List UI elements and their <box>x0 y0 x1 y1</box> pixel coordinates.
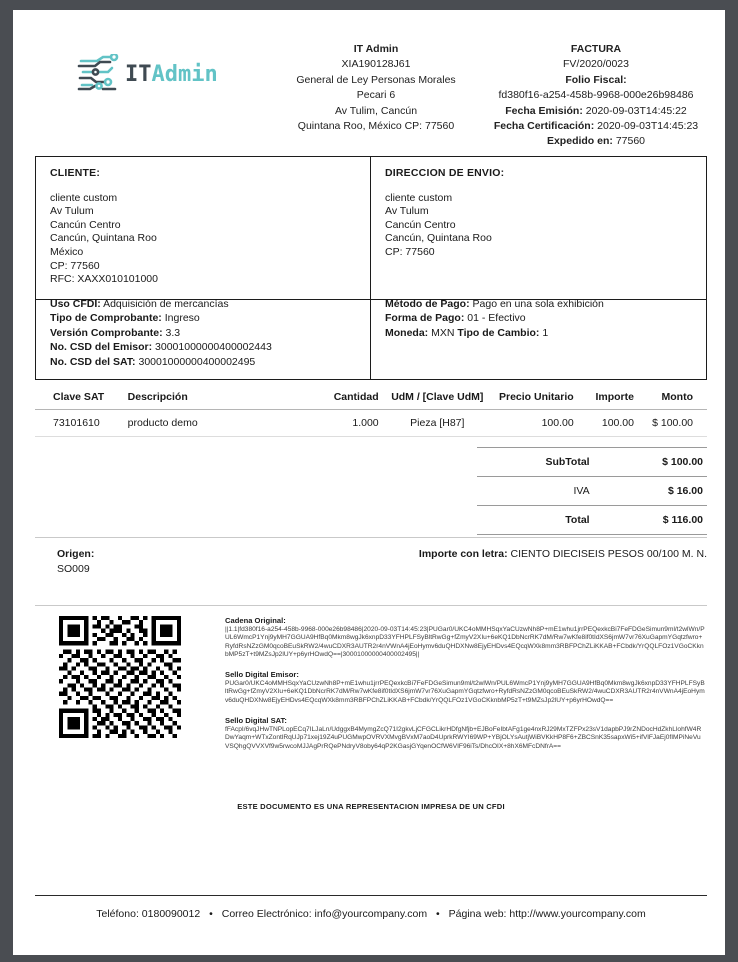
cfdi-row <box>50 340 356 354</box>
payment-key: Método de Pago: <box>385 298 470 310</box>
amount-in-words-value: CIENTO DIECISEIS PESOS 00/100 M. N. <box>510 548 707 560</box>
cfdi-row <box>50 355 356 369</box>
logo-text-admin: Admin <box>151 61 218 87</box>
cadena-original-title: Cadena Original: <box>225 616 286 625</box>
cell-clave-sat: 73101610 <box>35 410 124 437</box>
cell-importe: 100.00 <box>578 410 638 437</box>
cfdi-value: 30001000000400002495 <box>138 355 256 368</box>
cert-date-value: 2020-09-03T14:45:23 <box>597 120 699 133</box>
shipping-box <box>371 157 706 299</box>
customer-rfc: RFC: XAXX010101000 <box>50 273 158 286</box>
uuid-label: Folio Fiscal: <box>565 73 627 86</box>
shipping-line: Av Tulum <box>385 205 429 218</box>
payment-details <box>371 289 706 379</box>
origin-label: Origen: <box>57 548 95 560</box>
currency-value: MXN <box>431 326 455 339</box>
issue-date-label: Fecha Emisión: <box>505 104 583 117</box>
issuer-info <box>267 42 485 134</box>
payment-row <box>385 297 692 311</box>
logo-text-it: IT <box>125 61 152 87</box>
payment-value: 01 - Efectivo <box>467 312 526 325</box>
cell-cantidad: 1.000 <box>293 410 383 437</box>
footer-phone-value: 0180090012 <box>141 908 201 920</box>
issuer-state-zip: Quintana Roo, México CP: 77560 <box>297 120 455 133</box>
amount-in-words-label: Importe con letra: <box>418 548 508 560</box>
cfdi-key: No. CSD del SAT: <box>50 355 136 368</box>
cfdi-details <box>36 289 371 379</box>
invoice-meta <box>485 42 707 150</box>
issue-date-value: 2020-09-03T14:45:22 <box>585 104 687 117</box>
expedido-label: Expedido en: <box>546 135 613 148</box>
payment-key: Forma de Pago: <box>385 312 465 325</box>
totals-row-total <box>477 506 707 535</box>
origin-amount-row <box>35 537 707 576</box>
cfdi-row <box>50 311 356 325</box>
cell-monto: $ 100.00 <box>638 410 707 437</box>
shipping-line: Cancún Centro <box>385 218 456 231</box>
table-header-row <box>35 389 707 410</box>
origin-block <box>35 547 94 576</box>
address-boxes <box>35 156 707 300</box>
payment-row <box>385 311 692 325</box>
footer-separator-icon: • <box>209 908 213 920</box>
col-monto: Monto <box>638 389 707 410</box>
invoice-sheet <box>13 10 725 955</box>
cfdi-key: Versión Comprobante: <box>50 326 163 339</box>
cfdi-value: 3.3 <box>165 326 181 339</box>
col-cantidad: Cantidad <box>293 389 383 410</box>
amount-in-words <box>419 547 707 576</box>
footer-email-label: Correo Electrónico: <box>221 908 312 920</box>
customer-line: CP: 77560 <box>50 259 100 272</box>
cfdi-row <box>50 326 356 340</box>
footer-email-value[interactable]: info@yourcompany.com <box>314 908 428 920</box>
qr-code-cfdi <box>59 616 181 738</box>
customer-line: cliente custom <box>50 191 118 204</box>
customer-line: Av Tulum <box>50 205 94 218</box>
cadena-original-value: ||1.1|fd380f16-a254-458b-9968-000e26b98486|2020-09-03T14:45:23|PUGar0/UKC4oMMHSqxYaCUzwNh8P+mE1whu1jrrPEQexkcBi7FeFDGeSimun9ml/t2wlWn/PUL6WmcP1Ynj9yMH7GGUA9HfBq0Mkm8wgJk6xnpD33YFHPLFSyBltRwGg+fZmyV2XIu+6eKQ1DbNcrRK7dM/Rw7wKfe8if0tIdXS6jmW7vr76XuGapmYGqtzfwro+RyfdRsNZzGM0qcoBEuSkRW2/4wuCDXR3AUTR2r4nVWnA4jEoHymv6duQHDXNw8EjyEHDvs4EQcqWXk8mm3RBFPChZLiKKAB+FCbdk/YrQQLFOz1VGoCKknbMP5zT+t9MZsJp2lUY+p6yrHOwdQ==|30001000000400002495|| <box>225 626 705 658</box>
issuer-name: IT Admin <box>353 43 399 55</box>
col-precio-unitario: Precio Unitario <box>492 389 578 410</box>
footer-web-value[interactable]: http://www.yourcompany.com <box>509 908 646 920</box>
sello-sat-value: fFAcpI/6vqJHwTNPLopECq7ILJaLn/UdggxB4MymgZcQ71I2gkvLjCFGCLikrHDfgNfjb+EJBoFeIbtAFg1ge4nxRJ29MxTZFPx23sV1dapbPJ9rZNDocHdZkhLlohfW4RDwYaqm+WTxZontlRqUJp71xej19Z4uPUGMwpOVRVXMvgBVxM7aoD4UprkRWYI69WP+YBjOLYsAutjWiBVKkHP8F6+ZBCSnK35sapxWi5+ifVlFJaEj0fIMPiNeVuVSQhgQVVXVf9w5rwcoMJJAgPrRQePNdryV8oby64qP2KGasjGYqenOCfW6VIF96iTs/DhcOIX+8hX6MFcDNfrA== <box>225 726 702 750</box>
sello-emisor-title: Sello Digital Emisor: <box>225 670 299 680</box>
origin-value: SO009 <box>57 562 90 575</box>
line-items-table <box>35 389 707 437</box>
footer-separator-icon: • <box>436 908 440 920</box>
cell-descripcion: producto demo <box>124 410 293 437</box>
cfdi-key: Tipo de Comprobante: <box>50 312 162 325</box>
customer-line: Cancún Centro <box>50 218 121 231</box>
issuer-locality: Av Tulim, Cancún <box>334 104 418 117</box>
expedido-value: 77560 <box>615 135 646 148</box>
totals-table <box>477 447 707 535</box>
invoice-title: FACTURA <box>570 43 622 55</box>
qr-code-block <box>35 616 225 762</box>
iva-label: IVA <box>477 477 616 506</box>
customer-box <box>36 157 371 299</box>
issuer-regime: General de Ley Personas Morales <box>296 73 456 86</box>
payment-value: Pago en una sola exhibición <box>472 298 604 310</box>
uuid-value: fd380f16-a254-458b-9968-000e26b98486 <box>498 89 694 102</box>
cert-date-label: Fecha Certificación: <box>493 120 595 133</box>
subtotal-label: SubTotal <box>477 448 616 477</box>
customer-line: Cancún, Quintana Roo <box>50 232 157 245</box>
col-clave-sat: Clave SAT <box>35 389 124 410</box>
shipping-line: Cancún, Quintana Roo <box>385 232 492 245</box>
cfdi-key: No. CSD del Emisor: <box>50 341 153 354</box>
cfdi-payment-boxes <box>35 289 707 380</box>
col-importe: Importe <box>578 389 638 410</box>
stamps-text-block <box>225 616 707 762</box>
printed-representation-notice: ESTE DOCUMENTO ES UNA REPRESENTACION IMPRESA DE UN CFDI <box>237 802 505 811</box>
customer-box-title: CLIENTE: <box>50 167 101 179</box>
col-descripcion: Descripción <box>124 389 293 410</box>
issuer-street: Pecari 6 <box>356 89 396 102</box>
digital-stamps-section <box>35 605 707 762</box>
subtotal-value: $ 100.00 <box>616 448 707 477</box>
totals-row-iva <box>477 477 707 506</box>
page-footer <box>35 895 707 920</box>
totals-row-subtotal <box>477 448 707 477</box>
shipping-line: cliente custom <box>385 191 453 204</box>
cfdi-key: Uso CFDI: <box>50 298 101 310</box>
currency-key: Moneda: <box>385 326 429 339</box>
total-value: $ 116.00 <box>616 506 707 535</box>
sello-emisor-value: PUGar0/UKC4oMMHSqxYaCUzwNh8P+mE1whu1jrrPEQexkcBi7FeFDGeSimun9ml/t2wlWn/PUL6WmcP1Ynj9yMH7GGUA9HfBq0Mkm8wgJk6xnpD33YFHPLFSyBltRwGg+fZmyV2XIu+6eKQ1DbNcrRK7dM/Rw7wKfe8if0tIdXS6jmW7vr76XuGapmYGqtzfwro+RyfdRsNZzGM0qcoBEuSkRW2/4wuCDXR3AUTR2r4nVWnA4jEoHymv6duQHDXNw8EjyEHDvs4EQcqWXk8mm3RBFPChZLiKKAB+FCbdk/YrQQLFOz1VGoCKknbMP5zT+t9MZsJp2lUY+p6yrHOwdQ== <box>225 680 705 704</box>
table-row <box>35 410 707 437</box>
iva-value: $ 16.00 <box>616 477 707 506</box>
total-label: Total <box>477 506 616 535</box>
circuit-board-icon <box>77 54 121 94</box>
customer-line: México <box>50 245 84 258</box>
company-logo <box>35 42 267 94</box>
payment-row <box>385 326 692 340</box>
cell-precio-unitario: 100.00 <box>492 410 578 437</box>
invoice-header <box>35 42 707 150</box>
col-udm: UdM / [Clave UdM] <box>383 389 492 410</box>
exchange-value: 1 <box>542 326 549 339</box>
sello-sat-title: Sello Digital SAT: <box>225 716 287 726</box>
shipping-box-title: DIRECCION DE ENVIO: <box>385 167 505 179</box>
cfdi-row <box>50 297 356 311</box>
footer-web-label: Página web: <box>448 908 507 920</box>
shipping-line: CP: 77560 <box>385 245 435 258</box>
exchange-key: Tipo de Cambio: <box>457 326 540 339</box>
invoice-serie-folio: FV/2020/0023 <box>563 58 629 71</box>
cfdi-value: 30001000000400002443 <box>155 341 272 354</box>
issuer-rfc: XIA190128J61 <box>341 58 411 71</box>
cell-udm: Pieza [H87] <box>383 410 492 437</box>
document-page <box>13 10 725 955</box>
cfdi-value: Ingreso <box>164 312 200 325</box>
cfdi-value: Adquisición de mercancías <box>103 298 229 310</box>
footer-phone-label: Teléfono: <box>96 908 139 920</box>
